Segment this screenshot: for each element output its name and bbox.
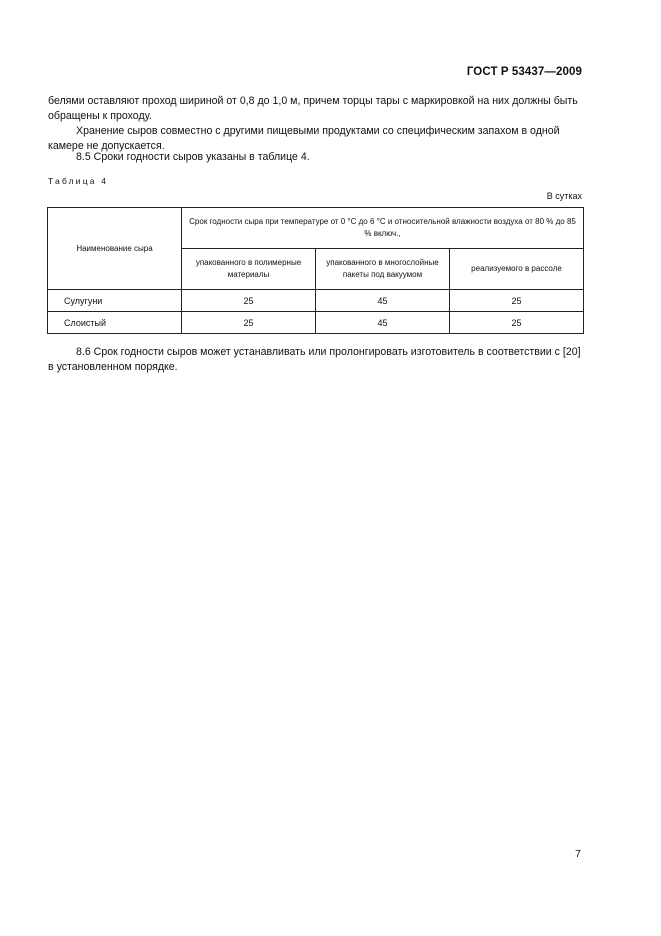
page-number: 7 — [575, 848, 581, 860]
paragraph-8-5: 8.5 Сроки годности сыров указаны в таблице 4. — [76, 151, 310, 163]
table-unit-note: В сутках — [546, 191, 582, 201]
paragraph-8-6: 8.6 Срок годности сыров может устанавливать или пролонгировать изготовитель в соответствии с [20] в установленном порядке. — [48, 346, 581, 373]
value-cell: 25 — [182, 312, 316, 334]
value-cell: 45 — [316, 290, 450, 312]
shelf-life-table — [47, 207, 584, 334]
cheese-name-cell: Слоистый — [48, 312, 182, 334]
value-cell: 45 — [316, 312, 450, 334]
header-cheese-name: Наименование сыра — [48, 208, 182, 290]
cheese-name-cell: Сулугуни — [48, 290, 182, 312]
subheader-vacuum: упакованного в многослойные пакеты под вакуумом — [316, 249, 450, 290]
standard-code-header: ГОСТ Р 53437—2009 — [466, 66, 582, 78]
subheader-brine: реализуемого в рассоле — [450, 249, 584, 290]
table-caption: Таблица 4 — [48, 176, 109, 186]
table-row — [48, 312, 584, 334]
value-cell: 25 — [450, 312, 584, 334]
header-shelf-life-group: Срок годности сыра при температуре от 0 °С до 6 °С и относительной влажности воздуха от 80 % до 85 % включ., — [182, 208, 584, 249]
paragraph-storage: Хранение сыров совместно с другими пищевыми продуктами со специфическим запахом в одной камере не допускается. — [48, 125, 560, 152]
paragraph-continuation: белями оставляют проход шириной от 0,8 до 1,0 м, причем торцы тары с маркировкой на них должны быть обращены к проходу. — [48, 95, 578, 122]
table-row — [48, 290, 584, 312]
subheader-polymer: упакованного в полимерные материалы — [182, 249, 316, 290]
value-cell: 25 — [450, 290, 584, 312]
value-cell: 25 — [182, 290, 316, 312]
